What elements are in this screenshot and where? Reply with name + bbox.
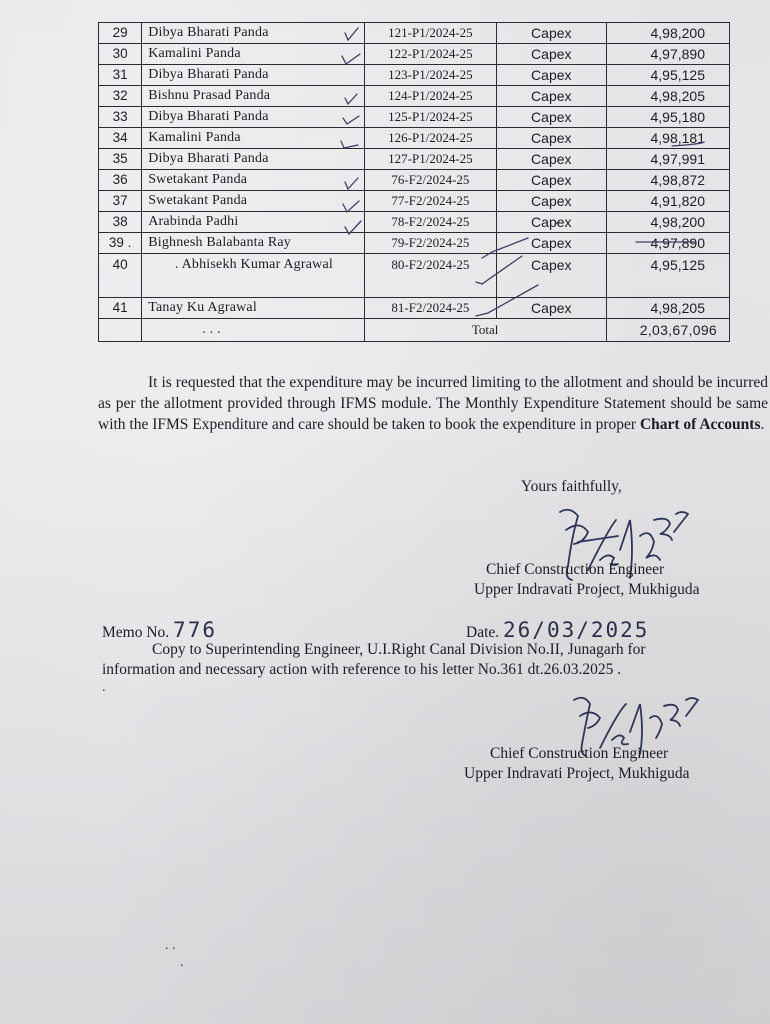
name-cell: Swetakant Panda (142, 170, 365, 191)
ref-cell: 80-F2/2024-25 (364, 254, 496, 298)
ref-cell: 127-P1/2024-25 (364, 149, 496, 170)
sl-cell: 32 (99, 86, 142, 107)
date-label: Date. (466, 624, 500, 641)
name-cell: Tanay Ku Agrawal (142, 298, 365, 319)
head-cell: Capex (497, 128, 606, 149)
tick-marks (0, 0, 770, 340)
sl-cell: 40 (99, 254, 142, 298)
name-cell: Arabinda Padhi (142, 212, 365, 233)
ref-cell: 122-P1/2024-25 (364, 44, 496, 65)
name-cell: Bishnu Prasad Panda (142, 86, 365, 107)
memo-line (102, 618, 217, 642)
head-cell: Capex (497, 44, 606, 65)
sl-cell: 37 (99, 191, 142, 212)
amount-cell: 4,98,872 (606, 170, 730, 191)
amount-cell: 4,97,991 (606, 149, 730, 170)
amount-cell: 4,98,181 (606, 128, 730, 149)
head-cell: Capex (497, 298, 606, 319)
sl-cell: 41 (99, 298, 142, 319)
sl-cell: 29 (99, 23, 142, 44)
amount-cell: 4,95,180 (606, 107, 730, 128)
total-amount: 2,03,67,096 (606, 319, 730, 342)
signatory-office-2: Upper Indravati Project, Mukhiguda (464, 765, 690, 782)
sl-cell: 34 (99, 128, 142, 149)
ref-cell: 124-P1/2024-25 (364, 86, 496, 107)
yours-faithfully: Yours faithfully, (521, 478, 622, 495)
name-cell: Dibya Bharati Panda (142, 107, 365, 128)
stray-mark-1: . (102, 680, 106, 695)
date-line (466, 618, 649, 642)
signature-block-1 (474, 560, 700, 600)
copy-line-2: information and necessary action with reference to his letter No.361 dt.26.03.2025 . (102, 661, 622, 678)
amount-cell: 4,98,205 (606, 298, 730, 319)
sl-cell: 33 (99, 107, 142, 128)
sl-cell: 38 (99, 212, 142, 233)
total-dots: . . . (142, 319, 365, 342)
memo-label: Memo No. (102, 624, 170, 641)
sl-cell: 36 (99, 170, 142, 191)
ref-cell: 126-P1/2024-25 (364, 128, 496, 149)
stray-mark-3: . (180, 955, 184, 970)
ref-cell: 123-P1/2024-25 (364, 65, 496, 86)
name-cell: Kamalini Panda (142, 44, 365, 65)
ref-cell: 121-P1/2024-25 (364, 23, 496, 44)
head-cell: Capex (497, 254, 606, 298)
signatory-title-2: Chief Construction Engineer (490, 745, 669, 762)
head-cell: Capex (497, 233, 606, 254)
name-cell: Bighnesh Balabanta Ray (142, 233, 365, 254)
sl-cell: 30 (99, 44, 142, 65)
head-cell: Capex (497, 86, 606, 107)
ref-cell: 77-F2/2024-25 (364, 191, 496, 212)
sl-cell: 35 (99, 149, 142, 170)
amount-cell: 4,95,125 (606, 254, 730, 298)
name-cell: . Abhisekh Kumar Agrawal (142, 254, 365, 298)
name-cell: Kamalini Panda (142, 128, 365, 149)
amount-cell: 4,97,890 (606, 233, 730, 254)
head-cell: Capex (497, 23, 606, 44)
stray-mark-2: . . (165, 938, 176, 953)
ref-cell: 125-P1/2024-25 (364, 107, 496, 128)
amount-cell: 4,98,200 (606, 23, 730, 44)
amount-cell: 4,98,205 (606, 86, 730, 107)
date-value: 26/03/2025 (503, 618, 650, 642)
signature-block-2 (464, 744, 690, 784)
amount-cell: 4,91,820 (606, 191, 730, 212)
name-cell: Dibya Bharati Panda (142, 23, 365, 44)
ref-cell: 76-F2/2024-25 (364, 170, 496, 191)
head-cell: Capex (497, 149, 606, 170)
ref-cell: 81-F2/2024-25 (364, 298, 496, 319)
body-paragraph-start: It is requested that the expenditure may be incurred limiting to the allotment and should be incurred as per the allotment provided through IFMS module. The Monthly Expenditure Statement should be same with the IFMS Expenditure and care should be taken to book the expenditure in proper (98, 374, 768, 433)
copy-to-paragraph (102, 640, 760, 680)
signatory-office-1: Upper Indravati Project, Mukhiguda (474, 581, 700, 598)
copy-line-1: Copy to Superintending Engineer, U.I.Right Canal Division No.II, Junagarh for (152, 641, 646, 658)
sl-cell: 31 (99, 65, 142, 86)
sl-cell: 39 . (99, 233, 142, 254)
signatory-title-1: Chief Construction Engineer (486, 561, 665, 578)
memo-number: 776 (173, 618, 217, 642)
body-paragraph-end: . (760, 416, 765, 433)
head-cell: Capex (497, 65, 606, 86)
head-cell: Capex (497, 212, 606, 233)
chart-of-accounts-text: Chart of Accounts (639, 416, 761, 433)
name-cell: Dibya Bharati Panda (142, 149, 365, 170)
ref-cell: 79-F2/2024-25 (364, 233, 496, 254)
amount-cell: 4,98,200 (606, 212, 730, 233)
amount-cell: 4,97,890 (606, 44, 730, 65)
head-cell: Capex (497, 170, 606, 191)
body-paragraph (98, 372, 768, 435)
head-cell: Capex (497, 191, 606, 212)
name-cell: Swetakant Panda (142, 191, 365, 212)
total-label: Total (364, 319, 606, 342)
name-cell: Dibya Bharati Panda (142, 65, 365, 86)
ref-cell: 78-F2/2024-25 (364, 212, 496, 233)
amount-cell: 4,95,125 (606, 65, 730, 86)
head-cell: Capex (497, 107, 606, 128)
